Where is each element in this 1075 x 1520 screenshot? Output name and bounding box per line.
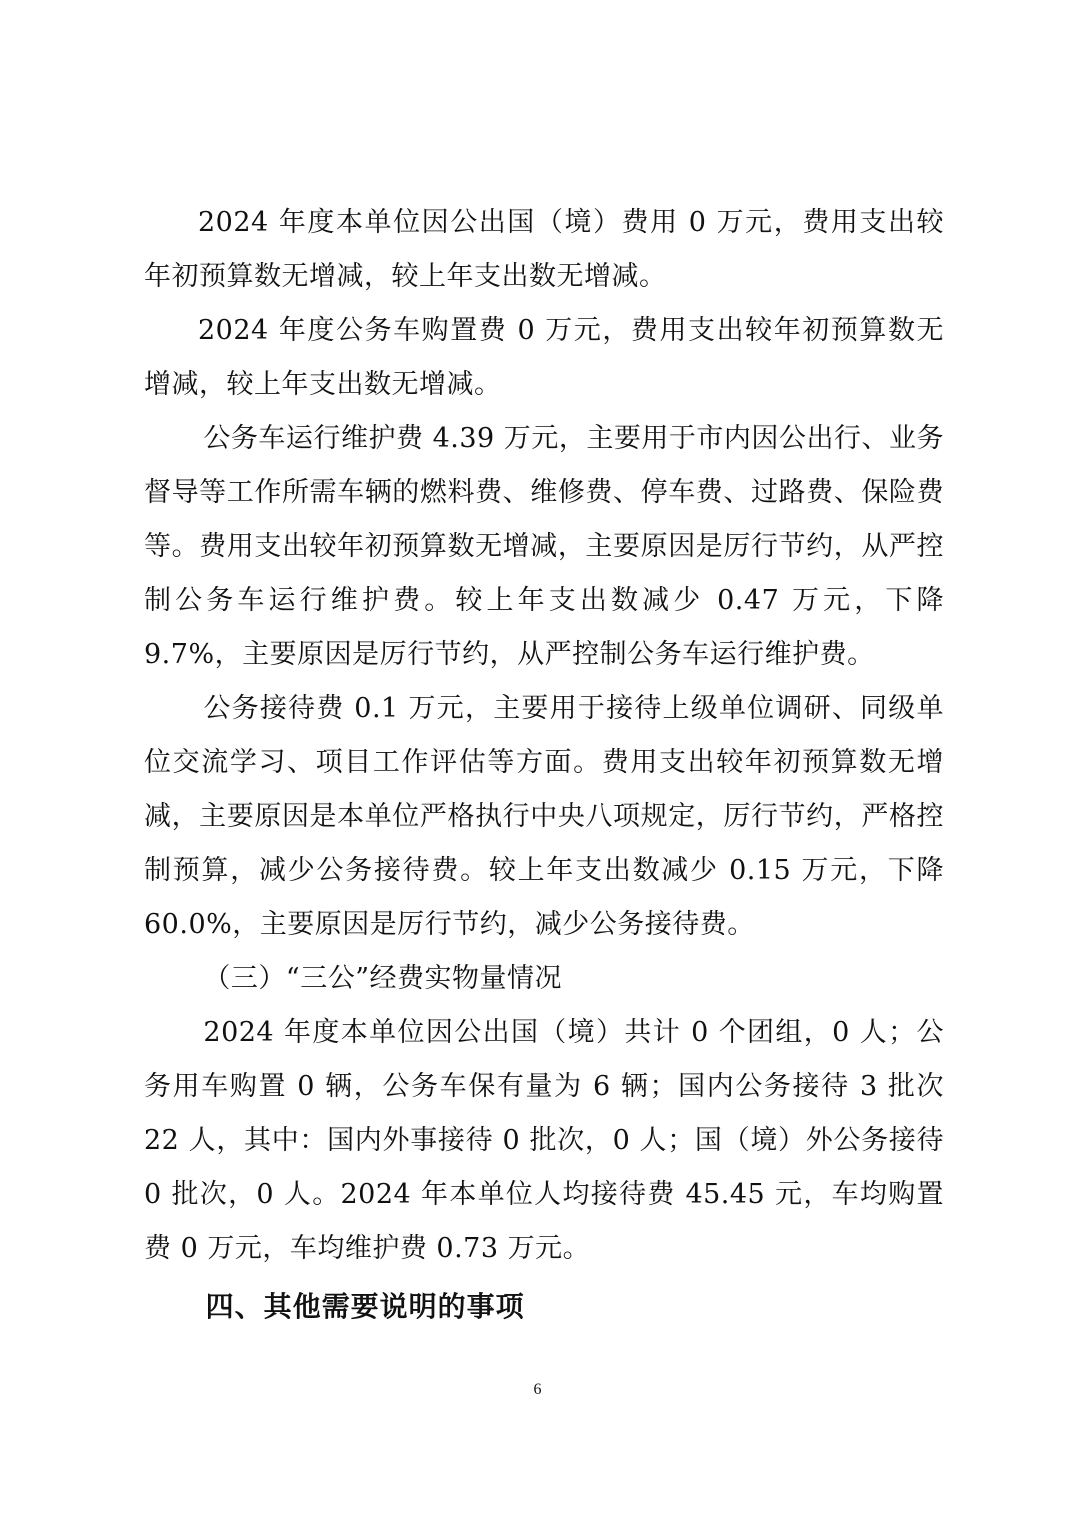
document-body bbox=[144, 196, 944, 1334]
paragraph-vehicle-maintenance: 公务车运行维护费 4.39 万元，主要用于市内因公出行、业务督导等工作所需车辆的燃料费、维修费、停车费、过路费、保险费等。费用支出较年初预算数无增减，主要原因是厉行节约，从严控制公务车运行维护费。较上年支出数减少 0.47 万元，下降 9.7%，主要原因是厉行节约，从严控制公务车运行维护费。 bbox=[144, 423, 944, 670]
subheading-physical-quantity: （三）“三公”经费实物量情况 bbox=[203, 963, 562, 994]
paragraph-vehicle-purchase: 2024 年度公务车购置费 0 万元，费用支出较年初预算数无增减，较上年支出数无增减。 bbox=[144, 315, 944, 400]
paragraph-reception-expenses: 公务接待费 0.1 万元，主要用于接待上级单位调研、同级单位交流学习、项目工作评估等方面。费用支出较年初预算数无增减，主要原因是本单位严格执行中央八项规定，厉行节约，严格控制预算，减少公务接待费。较上年支出数减少 0.15 万元，下降 60.0%，主要原因是厉行节约，减少公务接待费。 bbox=[144, 693, 944, 940]
paragraph-physical-quantity: 2024 年度本单位因公出国（境）共计 0 个团组，0 人；公务用车购置 0 辆，公务车保有量为 6 辆；国内公务接待 3 批次 22 人，其中：国内外事接待 0 批次，0 人；国（境）外公务接待 0 批次，0 人。2024 年本单位人均接待费 45.45 元，车均购置费 0 万元，车均维护费 0.73 万元。 bbox=[144, 1017, 944, 1264]
page-number: 6 bbox=[533, 1381, 542, 1398]
section-heading-other-matters: 四、其他需要说明的事项 bbox=[205, 1290, 525, 1323]
paragraph-overseas-expenses: 2024 年度本单位因公出国（境）费用 0 万元，费用支出较年初预算数无增减，较上年支出数无增减。 bbox=[144, 207, 944, 292]
